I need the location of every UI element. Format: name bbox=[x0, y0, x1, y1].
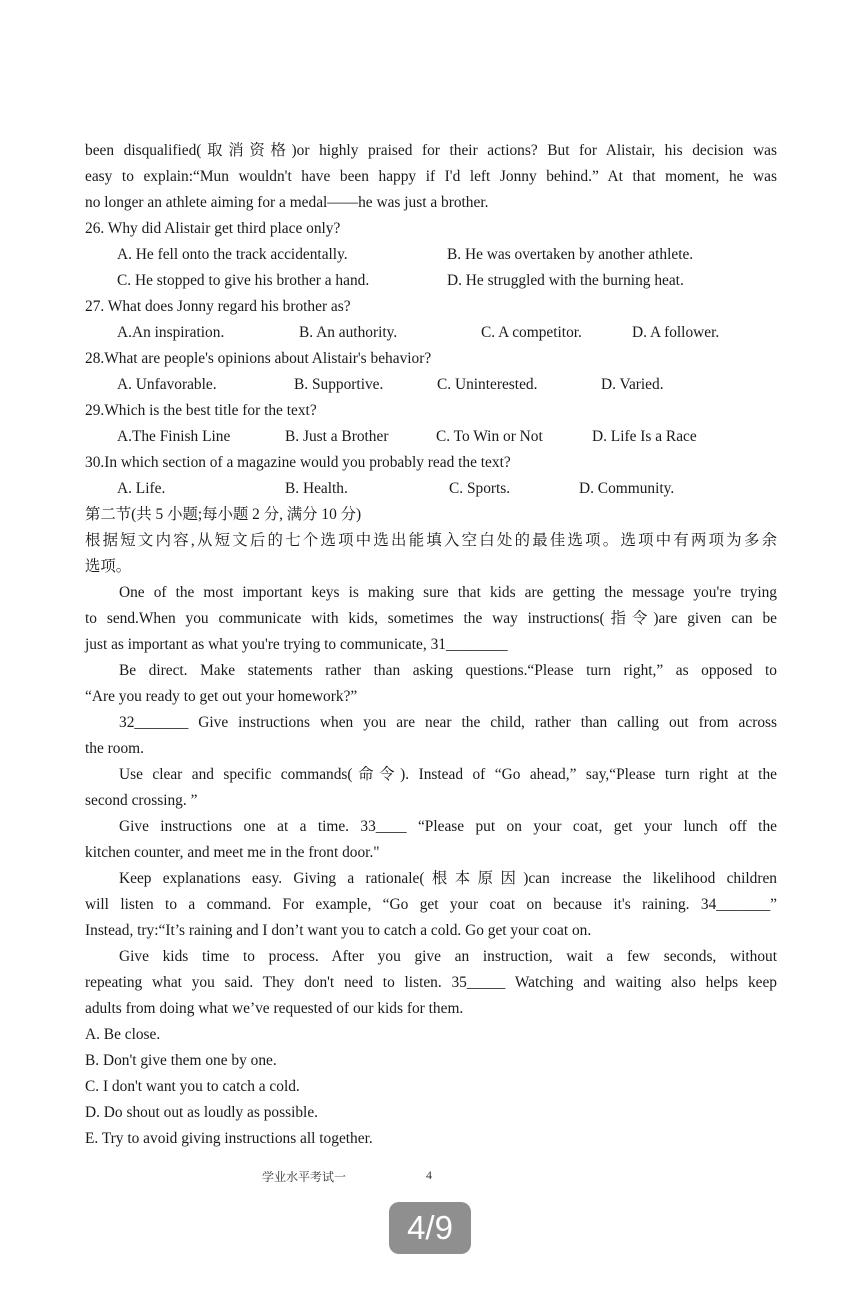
paragraph-line: second crossing. ” bbox=[85, 792, 198, 809]
answer-choice: C. I don't want you to catch a cold. bbox=[85, 1078, 300, 1095]
question-stem: 30.In which section of a magazine would you probably read the text? bbox=[85, 454, 511, 471]
paragraph-line: adults from doing what we’ve requested of our kids for them. bbox=[85, 1000, 464, 1017]
option-row bbox=[85, 242, 777, 268]
option: D. Varied. bbox=[601, 376, 664, 393]
option: D. Life Is a Race bbox=[592, 428, 697, 445]
option: C. He stopped to give his brother a hand. bbox=[117, 272, 370, 289]
paragraph-line: the room. bbox=[85, 740, 144, 757]
option: A. Unfavorable. bbox=[117, 376, 217, 393]
paragraph-line: repeating what you said. They don't need to listen. 35_____ Watching and waiting also helps keep bbox=[85, 974, 777, 991]
paragraph-line: to send.When you communicate with kids, sometimes the way instructions(指令)are given can be bbox=[85, 610, 777, 627]
answer-choice: A. Be close. bbox=[85, 1026, 161, 1043]
option: A.An inspiration. bbox=[117, 324, 225, 341]
option-row bbox=[85, 476, 777, 502]
paragraph-line: 32_______ Give instructions when you are near the child, rather than calling out from across bbox=[119, 714, 777, 731]
paragraph-line: Give instructions one at a time. 33____ “Please put on your coat, get your lunch off the bbox=[119, 818, 777, 835]
section-instruction: 根据短文内容,从短文后的七个选项中选出能填入空白处的最佳选项。选项中有两项为多余 bbox=[85, 532, 777, 549]
paragraph-line: just as important as what you're trying to communicate, 31________ bbox=[85, 636, 508, 653]
option: C. A competitor. bbox=[481, 324, 582, 341]
paragraph-line: kitchen counter, and meet me in the front door." bbox=[85, 844, 380, 861]
paragraph-line: will listen to a command. For example, “Go get your coat on because it's raining. 34_______” bbox=[85, 896, 777, 913]
paragraph-line: One of the most important keys is making sure that kids are getting the message you're trying bbox=[119, 584, 777, 601]
paragraph-line: “Are you ready to get out your homework?” bbox=[85, 688, 358, 705]
option: D. He struggled with the burning heat. bbox=[447, 272, 684, 289]
option-row bbox=[85, 372, 777, 398]
passage-tail-line: no longer an athlete aiming for a medal——he was just a brother. bbox=[85, 194, 489, 211]
option: A.The Finish Line bbox=[117, 428, 231, 445]
paragraph-line: Keep explanations easy. Giving a rationale(根本原因)can increase the likelihood children bbox=[119, 870, 777, 887]
paragraph-line: Use clear and specific commands(命令). Instead of “Go ahead,” say,“Please turn right at the bbox=[119, 766, 777, 783]
section-instruction: 选项。 bbox=[85, 558, 132, 575]
option: B. An authority. bbox=[299, 324, 398, 341]
paragraph-line: Be direct. Make statements rather than asking questions.“Please turn right,” as opposed to bbox=[119, 662, 777, 679]
option: C. Sports. bbox=[449, 480, 511, 497]
question-stem: 28.What are people's opinions about Alistair's behavior? bbox=[85, 350, 432, 367]
section-heading: 第二节(共 5 小题;每小题 2 分, 满分 10 分) bbox=[85, 506, 362, 523]
question-stem: 27. What does Jonny regard his brother as? bbox=[85, 298, 351, 315]
option-row bbox=[85, 424, 777, 450]
option: B. He was overtaken by another athlete. bbox=[447, 246, 694, 263]
footer-page-number: 4 bbox=[426, 1168, 432, 1182]
option: A. Life. bbox=[117, 480, 166, 497]
answer-choice: D. Do shout out as loudly as possible. bbox=[85, 1104, 318, 1121]
option: B. Supportive. bbox=[294, 376, 384, 393]
option: B. Health. bbox=[285, 480, 348, 497]
option: B. Just a Brother bbox=[285, 428, 389, 445]
option-row bbox=[85, 320, 777, 346]
paragraph-line: Instead, try:“It’s raining and I don’t want you to catch a cold. Go get your coat on. bbox=[85, 922, 592, 939]
paragraph-line: Give kids time to process. After you give an instruction, wait a few seconds, without bbox=[119, 948, 777, 965]
passage-tail-line: been disqualified(取消资格)or highly praised for their actions? But for Alistair, his decision was bbox=[85, 142, 777, 159]
answer-choice: B. Don't give them one by one. bbox=[85, 1052, 277, 1069]
passage-tail-line: easy to explain:“Mun wouldn't have been happy if I'd left Jonny behind.” At that moment, he was bbox=[85, 168, 777, 185]
option-row bbox=[85, 268, 777, 294]
option: D. Community. bbox=[579, 480, 675, 497]
answer-choice: E. Try to avoid giving instructions all together. bbox=[85, 1130, 373, 1147]
exam-page bbox=[85, 138, 777, 1152]
option: C. Uninterested. bbox=[437, 376, 538, 393]
question-stem: 29.Which is the best title for the text? bbox=[85, 402, 317, 419]
page-indicator-badge: 4/9 bbox=[389, 1202, 471, 1254]
question-stem: 26. Why did Alistair get third place only? bbox=[85, 220, 341, 237]
option: C. To Win or Not bbox=[436, 428, 543, 445]
footer-title: 学业水平考试一 bbox=[262, 1170, 347, 1184]
option: D. A follower. bbox=[632, 324, 720, 341]
option: A. He fell onto the track accidentally. bbox=[117, 246, 348, 263]
